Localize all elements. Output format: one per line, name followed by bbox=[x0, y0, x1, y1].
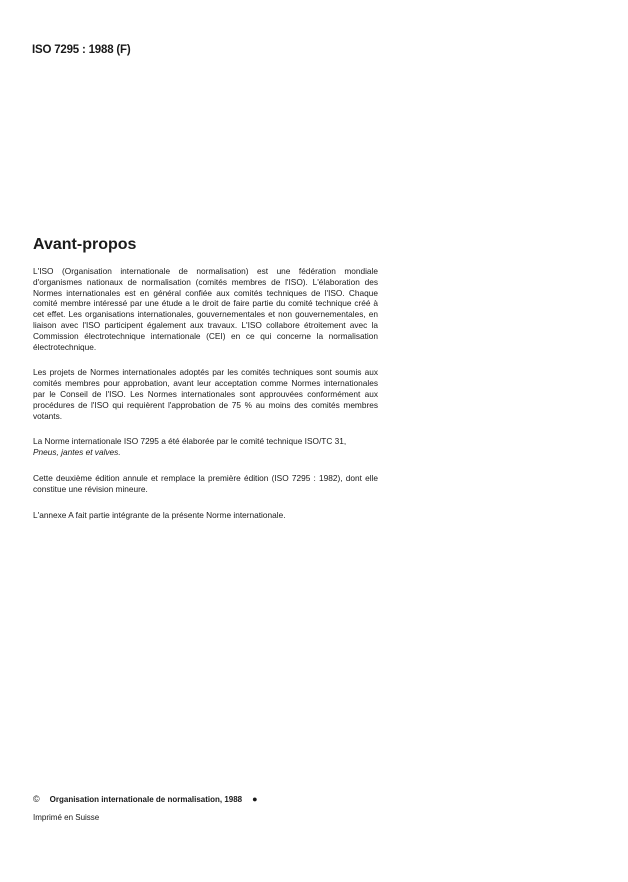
foreword-section bbox=[33, 236, 378, 535]
tc-text: La Norme internationale ISO 7295 a été élaborée par le comité technique ISO/TC 31, bbox=[33, 436, 347, 447]
paragraph: L'ISO (Organisation internationale de normalisation) est une fédération mondiale d'organismes nationaux de normalisation (comités membres de l'ISO). L'élaboration des Normes internationales est en général confiée aux comités techniques de l'ISO. Chaque comité membre intéressé par une étude a le droit de faire partie du comité technique créé à cet effet. Les organisations internationales, gouvernementales et non gouvernementales, en liaison avec l'ISO participent également aux travaux. L'ISO collabore étroitement avec la Commission électrotechnique internationale (CEI) en ce qui concerne la normalisation électrotechnique. bbox=[33, 266, 378, 352]
copyright-symbol: © bbox=[33, 794, 40, 804]
paragraph: L'annexe A fait partie intégrante de la présente Norme internationale. bbox=[33, 509, 286, 520]
paragraph: Les projets de Normes internationales adoptés par les comités techniques sont soumis aux comités membres pour approbation, avant leur acceptation comme Normes internationales par le Conseil de l'ISO. Les Normes internationales sont approuvées conformément aux procédures de l'ISO qui requièrent l'approbation de 75 % au moins des comités membres votants. bbox=[33, 367, 378, 421]
printed-in: Imprimé en Suisse bbox=[33, 813, 100, 822]
tc-paragraph bbox=[33, 436, 378, 458]
section-title: Avant-propos bbox=[33, 236, 137, 253]
bullet-icon: ● bbox=[252, 794, 258, 804]
standard-id: ISO 7295 : 1988 (F) bbox=[32, 44, 131, 56]
copyright-text: Organisation internationale de normalisation, 1988 bbox=[49, 794, 243, 804]
tc-title: Pneus, jantes et valves. bbox=[33, 447, 121, 458]
paragraph: Cette deuxième édition annule et remplace la première édition (ISO 7295 : 1982), dont elle constitue une révision mineure. bbox=[33, 472, 378, 494]
copyright-line bbox=[33, 794, 258, 804]
